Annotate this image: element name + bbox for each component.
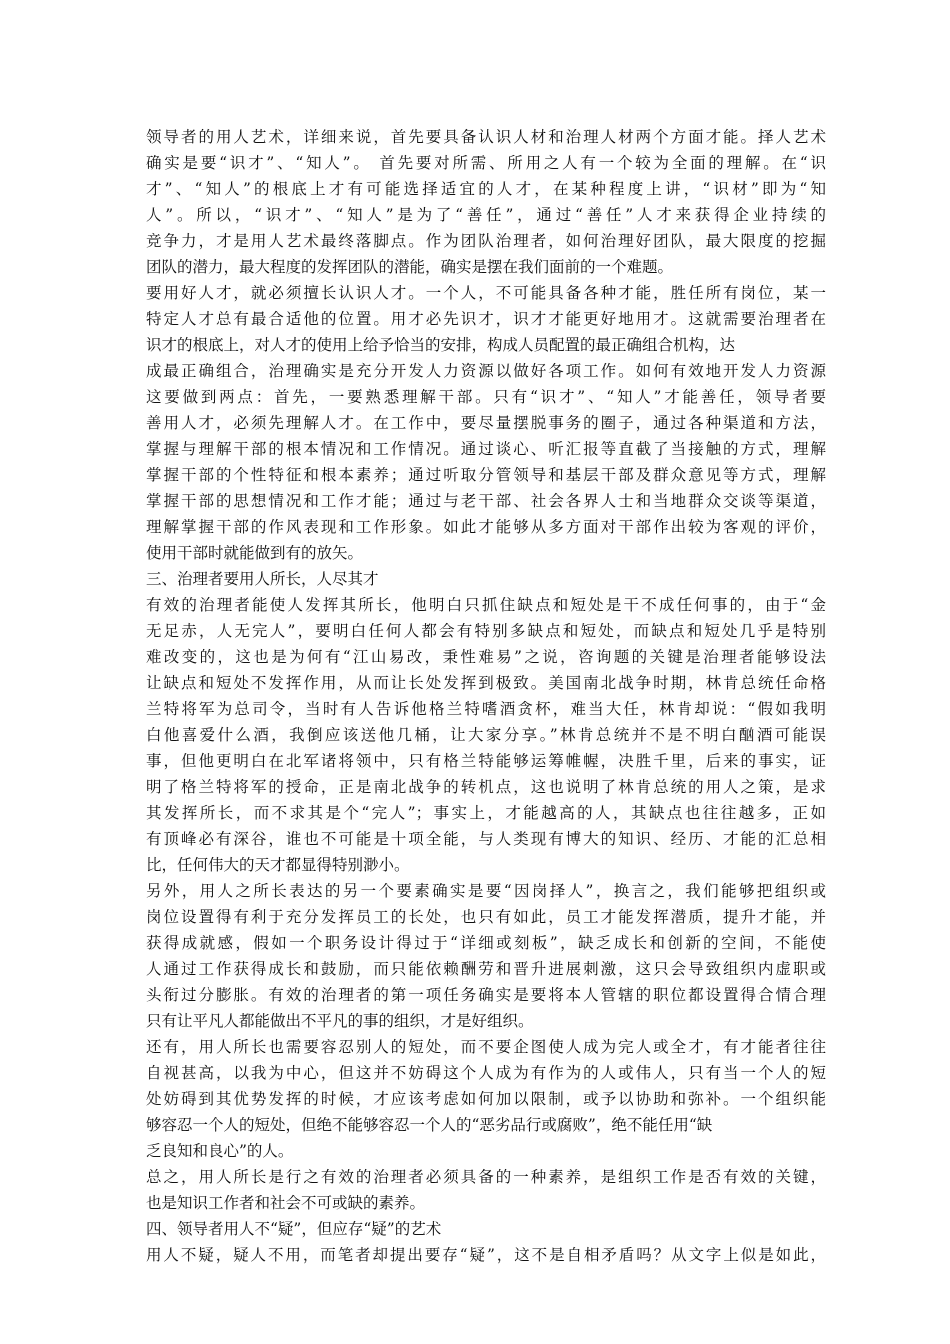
- text-line: 处妨碍到其优势发挥的时候，才应该考虑如何加以限制，或予以协助和弥补。一个组织能: [146, 1090, 826, 1108]
- text-line: 比，任何伟大的天才都显得特别渺小。: [146, 856, 410, 874]
- text-line: 竞争力，才是用人艺术最终落脚点。作为团队治理者，如何治理好团队，最大限度的挖掘: [146, 232, 826, 250]
- text-line: 总之，用人所长是行之有效的治理者必须具备的一种素养，是组织工作是否有效的关键，: [146, 1168, 826, 1186]
- text-line: 使用干部时就能做到有的放矢。: [146, 544, 364, 562]
- text-line: 白他喜爱什么酒，我倒应该送他几桶，让大家分享。”林肯总统并不是不明白酗酒可能误: [146, 726, 826, 744]
- text-line: 要用好人才，就必须擅长认识人才。一个人，不可能具备各种才能，胜任所有岗位，某一: [146, 284, 826, 302]
- document-body: [146, 124, 826, 1268]
- text-line: 让缺点和短处不发挥作用，从而让长处发挥到极致。美国南北战争时期，林肯总统任命格: [146, 674, 826, 692]
- text-line: 另外，用人之所长表达的另一个要素确实是要“因岗择人”，换言之，我们能够把组织或: [146, 882, 826, 900]
- text-line: 用人不疑，疑人不用，而笔者却提出要存“疑”，这不是自相矛盾吗？从文字上似是如此，: [146, 1246, 826, 1264]
- text-line: 明了格兰特将军的授命，正是南北战争的转机点，这也说明了林肯总统的用人之策，是求: [146, 778, 826, 796]
- text-line: 掌握与理解干部的根本情况和工作情况。通过谈心、听汇报等直截了当接触的方式，理解: [146, 440, 826, 458]
- text-line: 成最正确组合，治理确实是充分开发人力资源以做好各项工作。如何有效地开发人力资源: [146, 362, 826, 380]
- text-line: 这要做到两点：首先，一要熟悉理解干部。只有“识才”、“知人”才能善任，领导者要: [146, 388, 826, 406]
- text-line: 事，但他更明白在北军诸将领中，只有格兰特能够运筹帷幄，决胜千里，后来的事实，证: [146, 752, 826, 770]
- text-line: 也是知识工作者和社会不可或缺的素养。: [146, 1194, 426, 1212]
- text-line: 自视甚高，以我为中心，但这并不妨碍这个人成为有作为的人或伟人，只有当一个人的短: [146, 1064, 826, 1082]
- text-line: 够容忍一个人的短处，但绝不能够容忍一个人的“恶劣品行或腐败”，绝不能任用“缺: [146, 1116, 713, 1134]
- text-line: 才”、“知人”的根底上才有可能选择适宜的人才，在某种程度上讲，“识材”即为“知: [146, 180, 826, 198]
- text-line: 获得成就感，假如一个职务设计得过于“详细或刻板”，缺乏成长和创新的空间，不能使: [146, 934, 826, 952]
- text-line: 领导者的用人艺术，详细来说，首先要具备认识人材和治理人材两个方面才能。择人艺术: [146, 128, 826, 146]
- text-line: 识才的根底上，对人才的使用上给予恰当的安排，构成人员配置的最正确组合机构，达: [146, 336, 736, 354]
- section-heading: 三、治理者要用人所长，人尽其才: [146, 570, 379, 588]
- text-line: 岗位设置得有利于充分发挥员工的长处，也只有如此，员工才能发挥潜质，提升才能，并: [146, 908, 826, 926]
- text-line: 兰特将军为总司令，当时有人告诉他格兰特嗜酒贪杯，难当大任，林肯却说：“假如我明: [146, 700, 826, 718]
- text-line: 有效的治理者能使人发挥其所长，他明白只抓住缺点和短处是干不成任何事的，由于“金: [146, 596, 826, 614]
- text-line: 乏良知和良心”的人。: [146, 1142, 294, 1160]
- text-line: 人通过工作获得成长和鼓励，而只能依赖酬劳和晋升进展刺激，这只会导致组织内虚职或: [146, 960, 826, 978]
- text-line: 难改变的，这也是为何有“江山易改，秉性难易”之说，咨询题的关键是治理者能够设法: [146, 648, 826, 666]
- text-line: 善用人才，必须先理解人才。在工作中，要尽量摆脱事务的圈子，通过各种渠道和方法，: [146, 414, 826, 432]
- text-line: 理解掌握干部的作风表现和工作形象。如此才能够从多方面对干部作出较为客观的评价，: [146, 518, 826, 536]
- section-heading: 四、领导者用人不“疑”，但应存“疑”的艺术: [146, 1220, 442, 1238]
- text-line: 团队的潜力，最大程度的发挥团队的潜能，确实是摆在我们面前的一个难题。: [146, 258, 674, 276]
- text-line: 确实是要“识才”、“知人”。 首先要对所需、所用之人有一个较为全面的理解。在“识: [146, 154, 826, 172]
- text-line: 掌握干部的思想情况和工作才能；通过与老干部、社会各界人士和当地群众交谈等渠道，: [146, 492, 826, 510]
- text-line: 无足赤，人无完人”，要明白任何人都会有特别多缺点和短处，而缺点和短处几乎是特别: [146, 622, 826, 640]
- text-line: 其发挥所长，而不求其是个“完人”；事实上，才能越高的人，其缺点也往往越多，正如: [146, 804, 826, 822]
- text-line: 头衔过分膨胀。有效的治理者的第一项任务确实是要将本人管辖的职位都设置得合情合理: [146, 986, 826, 1004]
- text-line: 掌握干部的个性特征和根本素养；通过听取分管领导和基层干部及群众意见等方式，理解: [146, 466, 826, 484]
- text-line: 有顶峰必有深谷，谁也不可能是十项全能，与人类现有博大的知识、经历、才能的汇总相: [146, 830, 826, 848]
- text-line: 特定人才总有最合适他的位置。用才必先识才，识才才能更好地用才。这就需要治理者在: [146, 310, 826, 328]
- text-line: 还有，用人所长也需要容忍别人的短处，而不要企图使人成为完人或全才，有才能者往往: [146, 1038, 826, 1056]
- text-line: 只有让平凡人都能做出不平凡的事的组织，才是好组织。: [146, 1012, 534, 1030]
- text-line: 人”。所以，“识才”、“知人”是为了“善任”，通过“善任”人才来获得企业持续的: [146, 206, 826, 224]
